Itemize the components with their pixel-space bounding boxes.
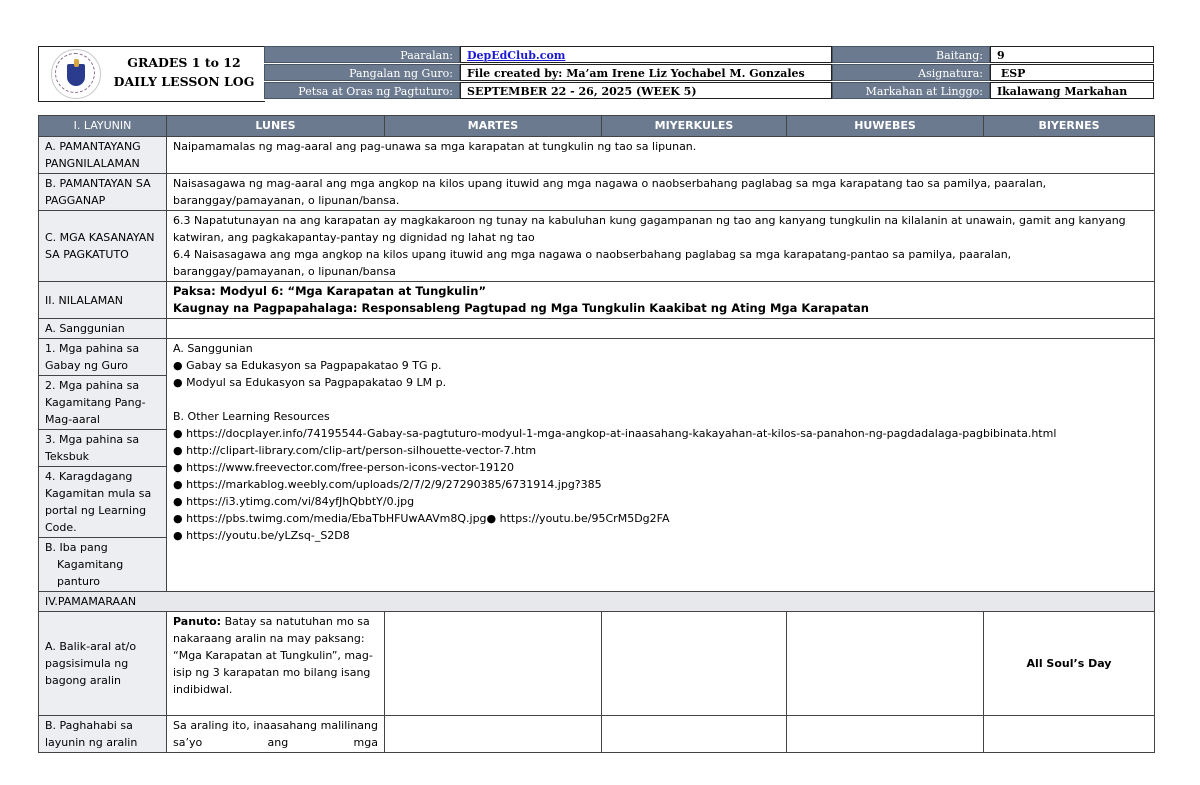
row-label-gabay-ng-guro: 1. Mga pahina sa Gabay ng Guro [39, 339, 167, 376]
resource-link[interactable]: ● https://i3.ytimg.com/vi/84yfJhQbbtY/0.jpg [173, 495, 415, 508]
paghahabi-lunes: Sa araling ito, inaasahang malilinang sa’yo ang mga [167, 716, 385, 753]
guro-value: File created by: Ma’am Irene Liz Yochabel M. Gonzales [460, 64, 832, 81]
balik-aral-huwebes [787, 612, 984, 716]
table-row-resources-1 [39, 339, 1155, 376]
header-row-petsa [264, 82, 1154, 100]
sanggunian-content [167, 319, 1155, 339]
paghahabi-martes [385, 716, 602, 753]
col-header-lunes: LUNES [167, 116, 385, 137]
resource-link[interactable]: ● https://pbs.twimg.com/media/EbaTbHFUwAAVm8Q.jpg● https://youtu.be/95CrM5Dg2FA [173, 512, 670, 525]
kasanayan-6-4: 6.4 Naisasagawa ang mga angkop na kilos upang ituwid ang mga nagawa o naobserbahang paglabag sa mga karapatang-pantao sa pamilya, paaralan, baranggay/pamayanan, o lipunan/bansa [173, 248, 1012, 278]
row-label-kasanayan: C. MGA KASANAYAN SA PAGKATUTO [39, 211, 167, 282]
paaralan-value [460, 46, 832, 63]
table-header-row [39, 116, 1155, 137]
paaralan-label: Paaralan: [264, 46, 460, 63]
markahan-label: Markahan at Linggo: [832, 82, 990, 99]
row-label-balik-aral: A. Balik-aral at/o pagsisimula ng bagong aralin [39, 612, 167, 716]
table-row-pamantayan-sa-pagganap [39, 174, 1155, 211]
lesson-log-header [38, 46, 1154, 100]
resource-link[interactable]: ● https://markablog.weebly.com/uploads/2/7/2/9/27290385/6731914.jpg?385 [173, 478, 602, 491]
paaralan-link[interactable]: DepEdClub.com [467, 49, 566, 62]
paghahabi-miyerkules [602, 716, 787, 753]
balik-aral-miyerkules [602, 612, 787, 716]
row-label-teksbuk: 3. Mga pahina sa Teksbuk [39, 430, 167, 467]
markahan-value: Ikalawang Markahan [990, 82, 1154, 99]
col-header-martes: MARTES [385, 116, 602, 137]
seal-torch-icon [74, 59, 79, 67]
balik-aral-lunes [167, 612, 385, 716]
asignatura-label: Asignatura: [832, 64, 990, 81]
resource-link[interactable]: ● https://www.freevector.com/free-person-icons-vector-19120 [173, 461, 514, 474]
resource-link[interactable]: ● http://clipart-library.com/clip-art/person-silhouette-vector-7.htm [173, 444, 537, 457]
header-title [103, 53, 265, 91]
resources-content [167, 339, 1155, 592]
header-fields [264, 46, 1154, 100]
panuto-label: Panuto: [173, 615, 222, 628]
header-row-paaralan [264, 46, 1154, 64]
seal-shield-icon [67, 64, 85, 86]
baitang-label: Baitang: [832, 46, 990, 63]
guro-label: Pangalan ng Guro: [264, 64, 460, 81]
table-row-pamamaraan [39, 592, 1155, 612]
row-label-kagamitang-pang-mag-aaral: 2. Mga pahina sa Kagamitang Pang-Mag-aaral [39, 376, 167, 430]
petsa-value: SEPTEMBER 22 - 26, 2025 (WEEK 5) [460, 82, 832, 99]
panuto-text: Batay sa natutuhan mo sa nakaraang aralin na may paksang: “Mga Karapatan at Tungkulin”, mag-isip ng 3 karapatan mo bilang isang indibidwal. [173, 615, 373, 696]
kasanayan-content [167, 211, 1155, 282]
resources-spacer [173, 391, 1148, 408]
row-label-karagdagang-kagamitan: 4. Karagdagang Kagamitan mula sa portal ng Learning Code. [39, 467, 167, 538]
baitang-value: 9 [990, 46, 1154, 63]
kasanayan-6-3: 6.3 Napatutunayan na ang karapatan ay magkakaroon ng tunay na kabuluhan kung gagampanan ng tao ang kanyang tungkulin na kilalanin at unawain, gamit ang kanyang katwiran, ang pagkakapantay-pantay ng dignidad ng lahat ng tao [173, 214, 1126, 244]
resources-heading-b: B. Other Learning Resources [173, 410, 330, 423]
nilalaman-pagpapahalaga: Kaugnay na Pagpapahalaga: Responsableng Pagtupad ng Mga Tungkulin Kaakibat ng Ating Mga Karapatan [173, 301, 869, 315]
paghahabi-biyernes [984, 716, 1155, 753]
nilalaman-paksa: Paksa: Modyul 6: “Mga Karapatan at Tungkulin” [173, 284, 486, 298]
resource-item: ● Gabay sa Edukasyon sa Pagpapakatao 9 TG p. [173, 359, 442, 372]
col-header-layunin: I. LAYUNIN [39, 116, 167, 137]
col-header-biyernes: BIYERNES [984, 116, 1155, 137]
deped-seal-logo [51, 49, 101, 99]
asignatura-value: ESP [990, 64, 1154, 81]
row-label-pamantayan-sa-pagganap: B. PAMANTAYAN SA PAGGANAP [39, 174, 167, 211]
header-title-line1: GRADES 1 to 12 [127, 55, 241, 70]
table-row-pamantayang-pangnilalaman [39, 137, 1155, 174]
header-title-block [38, 46, 265, 102]
resource-link[interactable]: ● https://youtu.be/yLZsq-_S2D8 [173, 529, 350, 542]
header-title-line2: DAILY LESSON LOG [113, 74, 255, 89]
pamantayan-sa-pagganap-content: Naisasagawa ng mag-aaral ang mga angkop na kilos upang ituwid ang mga nagawa o naobserbahang paglabag sa mga karapatang tao sa pamilya, paaralan, baranggay/pamayanan, o lipunan/bansa. [167, 174, 1155, 211]
nilalaman-content [167, 282, 1155, 319]
row-label-nilalaman: II. NILALAMAN [39, 282, 167, 319]
row-label-sanggunian: A. Sanggunian [39, 319, 167, 339]
row-label-pamantayang-pangnilalaman: A. PAMANTAYANG PANGNILALAMAN [39, 137, 167, 174]
row-label-paghahabi: B. Paghahabi sa layunin ng aralin [39, 716, 167, 753]
row-label-iba-pang-kagamitan: B. Iba pang Kagamitang panturo [39, 538, 167, 592]
section-pamamaraan: IV.PAMAMARAAN [39, 592, 1155, 612]
table-row-sanggunian [39, 319, 1155, 339]
pamantayang-pangnilalaman-content: Naipamamalas ng mag-aaral ang pag-unawa sa mga karapatan at tungkulin ng tao sa lipunan. [167, 137, 1155, 174]
table-row-nilalaman [39, 282, 1155, 319]
resources-heading-a: A. Sanggunian [173, 342, 253, 355]
table-row-paghahabi [39, 716, 1155, 753]
petsa-label: Petsa at Oras ng Pagtuturo: [264, 82, 460, 99]
col-header-miyerkules: MIYERKULES [602, 116, 787, 137]
table-row-kasanayan [39, 211, 1155, 282]
col-header-huwebes: HUWEBES [787, 116, 984, 137]
balik-aral-martes [385, 612, 602, 716]
resource-item: ● Modyul sa Edukasyon sa Pagpapakatao 9 LM p. [173, 376, 447, 389]
balik-aral-biyernes: All Soul’s Day [984, 612, 1155, 716]
header-row-guro [264, 64, 1154, 82]
resource-link[interactable]: ● https://docplayer.info/74195544-Gabay-sa-pagtuturo-modyul-1-mga-angkop-at-inaasahang-kakayahan-at-kilos-sa-panahon-ng-pagdadalaga-pagbibinata.html [173, 427, 1057, 440]
lesson-log-table [38, 115, 1155, 753]
paghahabi-huwebes [787, 716, 984, 753]
table-row-balik-aral [39, 612, 1155, 716]
